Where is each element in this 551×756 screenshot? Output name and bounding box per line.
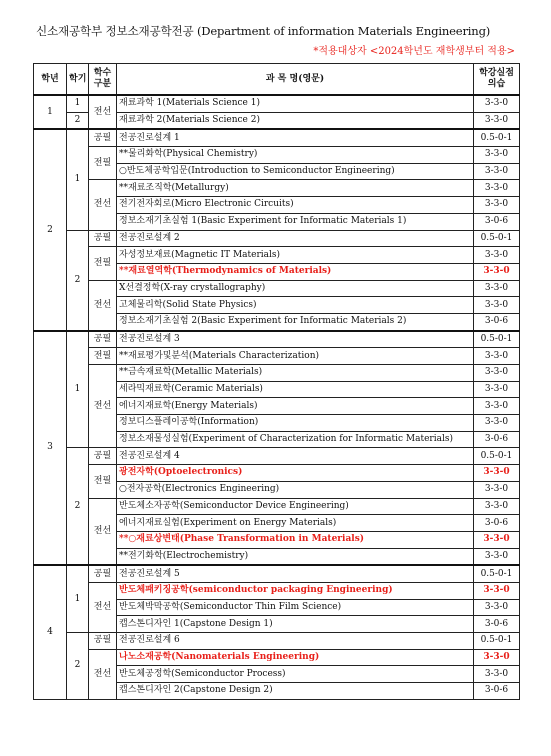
year-cell: 2 <box>34 129 67 330</box>
table-row <box>34 365 520 382</box>
course-type-cell: 공필 <box>89 448 117 465</box>
course-name-cell: 전공진로설계 3 <box>117 331 474 348</box>
table-row <box>34 230 520 247</box>
course-type-cell: 공필 <box>89 331 117 348</box>
course-type-cell: 전필 <box>89 348 117 365</box>
course-name-cell: 반도체패키징공학(semiconductor packaging Engineering) <box>117 582 474 599</box>
table-header-row <box>34 64 520 96</box>
credit-cell: 3-3-0 <box>474 247 520 264</box>
course-name-cell: ○전자공학(Electronics Engineering) <box>117 481 474 498</box>
course-name-cell: 재료과학 2(Materials Science 2) <box>117 112 474 129</box>
course-name-cell: 반도체박막공학(Semiconductor Thin Film Science) <box>117 599 474 616</box>
col-semester-header: 학기 <box>67 64 89 96</box>
course-type-cell: 전필 <box>89 465 117 498</box>
year-cell: 1 <box>34 95 67 129</box>
course-name-cell: **○재료상변태(Phase Transformation in Materials) <box>117 531 474 548</box>
course-name-cell: **재료열역학(Thermodynamics of Materials) <box>117 263 474 280</box>
table-row <box>34 498 520 515</box>
col-course-header: 과 목 명(영문) <box>117 64 474 96</box>
course-type-cell: 전선 <box>89 95 117 129</box>
page-title: 신소재공학부 정보소재공학전공 (Department of information Materials Engineering) <box>36 24 491 38</box>
col-year-header: 학년 <box>34 64 67 96</box>
course-name-cell: **물리화학(Physical Chemistry) <box>117 147 474 164</box>
table-row <box>34 331 520 348</box>
credit-cell: 0.5-0-1 <box>474 129 520 146</box>
curriculum-table <box>33 63 520 700</box>
course-name-cell: ○반도체공학입문(Introduction to Semiconductor Engineering) <box>117 163 474 180</box>
course-name-cell: 에너지재료실험(Experiment on Energy Materials) <box>117 515 474 532</box>
credit-cell: 3-3-0 <box>474 297 520 314</box>
credit-cell: 3-3-0 <box>474 365 520 382</box>
credit-cell: 3-3-0 <box>474 599 520 616</box>
course-type-cell: 공필 <box>89 129 117 146</box>
table-row <box>34 147 520 164</box>
credit-cell: 3-3-0 <box>474 381 520 398</box>
course-type-cell: 전필 <box>89 147 117 180</box>
course-name-cell: 전공진로설계 6 <box>117 633 474 650</box>
credit-cell: 0.5-0-1 <box>474 448 520 465</box>
credit-cell: 3-3-0 <box>474 465 520 482</box>
course-name-cell: 캡스톤디자인 2(Capstone Design 2) <box>117 683 474 700</box>
course-type-cell: 전선 <box>89 180 117 230</box>
table-row <box>34 448 520 465</box>
course-type-cell: 전선 <box>89 649 117 699</box>
course-type-cell: 전선 <box>89 365 117 448</box>
table-row <box>34 465 520 482</box>
year-cell: 4 <box>34 565 67 699</box>
course-name-cell: 반도체공정학(Semiconductor Process) <box>117 666 474 683</box>
course-type-cell: 전선 <box>89 280 117 331</box>
course-name-cell: **재료조직학(Metallurgy) <box>117 180 474 197</box>
credit-cell: 3-3-0 <box>474 280 520 297</box>
credit-cell: 3-0-6 <box>474 683 520 700</box>
credit-cell: 3-3-0 <box>474 498 520 515</box>
credit-cell: 3-3-0 <box>474 197 520 214</box>
credit-cell: 3-3-0 <box>474 112 520 129</box>
year-cell: 3 <box>34 331 67 566</box>
semester-cell: 2 <box>67 633 89 700</box>
course-name-cell: 전공진로설계 5 <box>117 565 474 582</box>
semester-cell: 1 <box>67 95 89 112</box>
semester-cell: 2 <box>67 230 89 331</box>
course-type-cell: 공필 <box>89 633 117 650</box>
course-name-cell: 에너지재료학(Energy Materials) <box>117 398 474 415</box>
course-name-cell: 고체물리학(Solid State Physics) <box>117 297 474 314</box>
course-name-cell: 정보소재물성실험(Experiment of Characterization for Informatic Materials) <box>117 431 474 448</box>
course-name-cell: 정보소재기초실험 2(Basic Experiment for Informatic Materials 2) <box>117 313 474 330</box>
credit-cell: 3-3-0 <box>474 481 520 498</box>
course-name-cell: 재료과학 1(Materials Science 1) <box>117 95 474 112</box>
table-row <box>34 180 520 197</box>
course-name-cell: 전공진로설계 4 <box>117 448 474 465</box>
credit-cell: 3-0-6 <box>474 313 520 330</box>
semester-cell: 2 <box>67 448 89 565</box>
course-name-cell: 전공진로설계 1 <box>117 129 474 146</box>
course-type-cell: 공필 <box>89 565 117 582</box>
credit-cell: 3-0-6 <box>474 616 520 633</box>
course-name-cell: 광전자학(Optoelectronics) <box>117 465 474 482</box>
applicability-note: *적용대상자 <2024학년도 재학생부터 적용> <box>313 46 515 57</box>
col-credit-header: 학강실점의습 <box>474 64 520 96</box>
credit-cell: 3-3-0 <box>474 548 520 565</box>
credit-cell: 3-3-0 <box>474 582 520 599</box>
credit-cell: 3-0-6 <box>474 515 520 532</box>
table-row <box>34 649 520 666</box>
credit-cell: 0.5-0-1 <box>474 230 520 247</box>
credit-cell: 3-3-0 <box>474 263 520 280</box>
credit-cell: 0.5-0-1 <box>474 565 520 582</box>
course-type-cell: 전선 <box>89 582 117 632</box>
table-row <box>34 129 520 146</box>
table-row <box>34 633 520 650</box>
course-name-cell: **재료평가및분석(Materials Characterization) <box>117 348 474 365</box>
table-row <box>34 582 520 599</box>
course-type-cell: 전선 <box>89 498 117 565</box>
credit-cell: 3-3-0 <box>474 666 520 683</box>
course-name-cell: 반도체소자공학(Semiconductor Device Engineering) <box>117 498 474 515</box>
course-name-cell: 전기전자회로(Micro Electronic Circuits) <box>117 197 474 214</box>
course-name-cell: **전기화학(Electrochemistry) <box>117 548 474 565</box>
credit-cell: 3-3-0 <box>474 398 520 415</box>
course-name-cell: 정보소재기초실험 1(Basic Experiment for Informatic Materials 1) <box>117 213 474 230</box>
semester-cell: 1 <box>67 129 89 230</box>
table-row <box>34 565 520 582</box>
credit-cell: 3-3-0 <box>474 649 520 666</box>
semester-cell: 2 <box>67 112 89 129</box>
credit-cell: 0.5-0-1 <box>474 633 520 650</box>
course-name-cell: 전공진로설계 2 <box>117 230 474 247</box>
credit-cell: 3-3-0 <box>474 348 520 365</box>
semester-cell: 1 <box>67 565 89 632</box>
course-name-cell: 캡스톤디자인 1(Capstone Design 1) <box>117 616 474 633</box>
course-name-cell: 세라믹재료학(Ceramic Materials) <box>117 381 474 398</box>
credit-cell: 3-3-0 <box>474 180 520 197</box>
credit-cell: 3-3-0 <box>474 95 520 112</box>
credit-cell: 3-3-0 <box>474 415 520 432</box>
course-type-cell: 전필 <box>89 247 117 280</box>
course-name-cell: 나노소재공학(Nanomaterials Engineering) <box>117 649 474 666</box>
credit-cell: 0.5-0-1 <box>474 331 520 348</box>
col-type-header: 학수구분 <box>89 64 117 96</box>
table-row <box>34 280 520 297</box>
table-row <box>34 95 520 112</box>
credit-cell: 3-0-6 <box>474 213 520 230</box>
course-type-cell: 공필 <box>89 230 117 247</box>
credit-cell: 3-3-0 <box>474 531 520 548</box>
semester-cell: 1 <box>67 331 89 448</box>
credit-cell: 3-3-0 <box>474 163 520 180</box>
course-name-cell: 정보디스플레이공학(Information) <box>117 415 474 432</box>
table-body <box>34 95 520 699</box>
credit-cell: 3-3-0 <box>474 147 520 164</box>
table-row <box>34 348 520 365</box>
course-name-cell: X선결정학(X-ray crystallography) <box>117 280 474 297</box>
table-row <box>34 247 520 264</box>
course-name-cell: **금속재료학(Metallic Materials) <box>117 365 474 382</box>
credit-cell: 3-0-6 <box>474 431 520 448</box>
course-name-cell: 자성정보재료(Magnetic IT Materials) <box>117 247 474 264</box>
